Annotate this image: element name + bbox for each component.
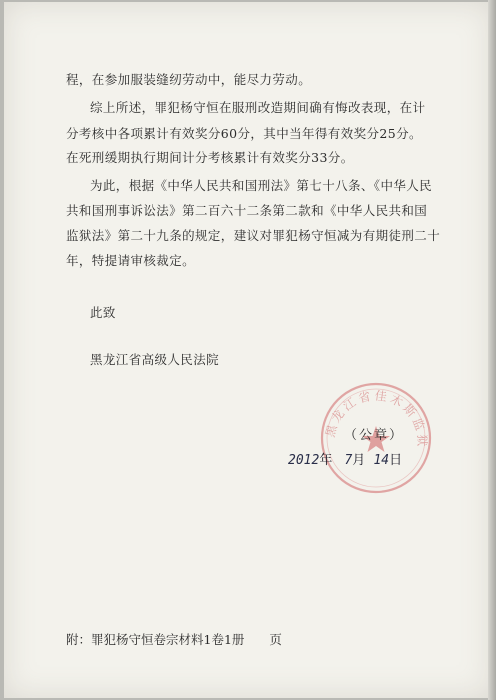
date-day-unit: 日 [389, 453, 403, 468]
date-year: 2012 [288, 453, 320, 468]
attachment-note: 附：罪犯杨守恒卷宗材料1卷1册 页 [66, 632, 282, 647]
signing-date [288, 449, 402, 468]
date-day: 14 [373, 453, 390, 468]
paragraph-line: 分考核中各项累计有效奖分60分，其中当年得有效奖分25分。 [66, 126, 422, 141]
paragraph-line: 综上所述，罪犯杨守恒在服刑改造期间确有悔改表现，在计 [90, 100, 426, 115]
seal-ring-text: 黑龙江省佳木斯监狱 [322, 388, 430, 450]
paragraph-line: 年，特提请审核裁定。 [66, 253, 196, 268]
scan-edge [488, 0, 496, 700]
salutation: 此致 [90, 305, 116, 320]
paragraph-line: 在死刑缓期执行期间计分考核累计有效奖分33分。 [66, 150, 354, 165]
date-year-unit: 年 [319, 453, 333, 468]
recipient: 黑龙江省高级人民法院 [90, 352, 220, 367]
paragraph-line: 程，在参加服装缝纫劳动中，能尽力劳动。 [66, 72, 312, 87]
paragraph-line: 为此，根据《中华人民共和国刑法》第七十八条、《中华人民 [90, 178, 433, 193]
document-page [4, 2, 492, 698]
paragraph-line: 共和国刑事诉讼法》第二百六十二条第二款和《中华人民共和国 [66, 203, 428, 218]
date-month-unit: 月 [352, 453, 366, 468]
seal-label: （公章） [344, 428, 405, 443]
paragraph-line: 监狱法》第二十九条的规定，建议对罪犯杨守恒减为有期徒刑二十 [66, 228, 441, 243]
date-month: 7 [344, 453, 353, 468]
